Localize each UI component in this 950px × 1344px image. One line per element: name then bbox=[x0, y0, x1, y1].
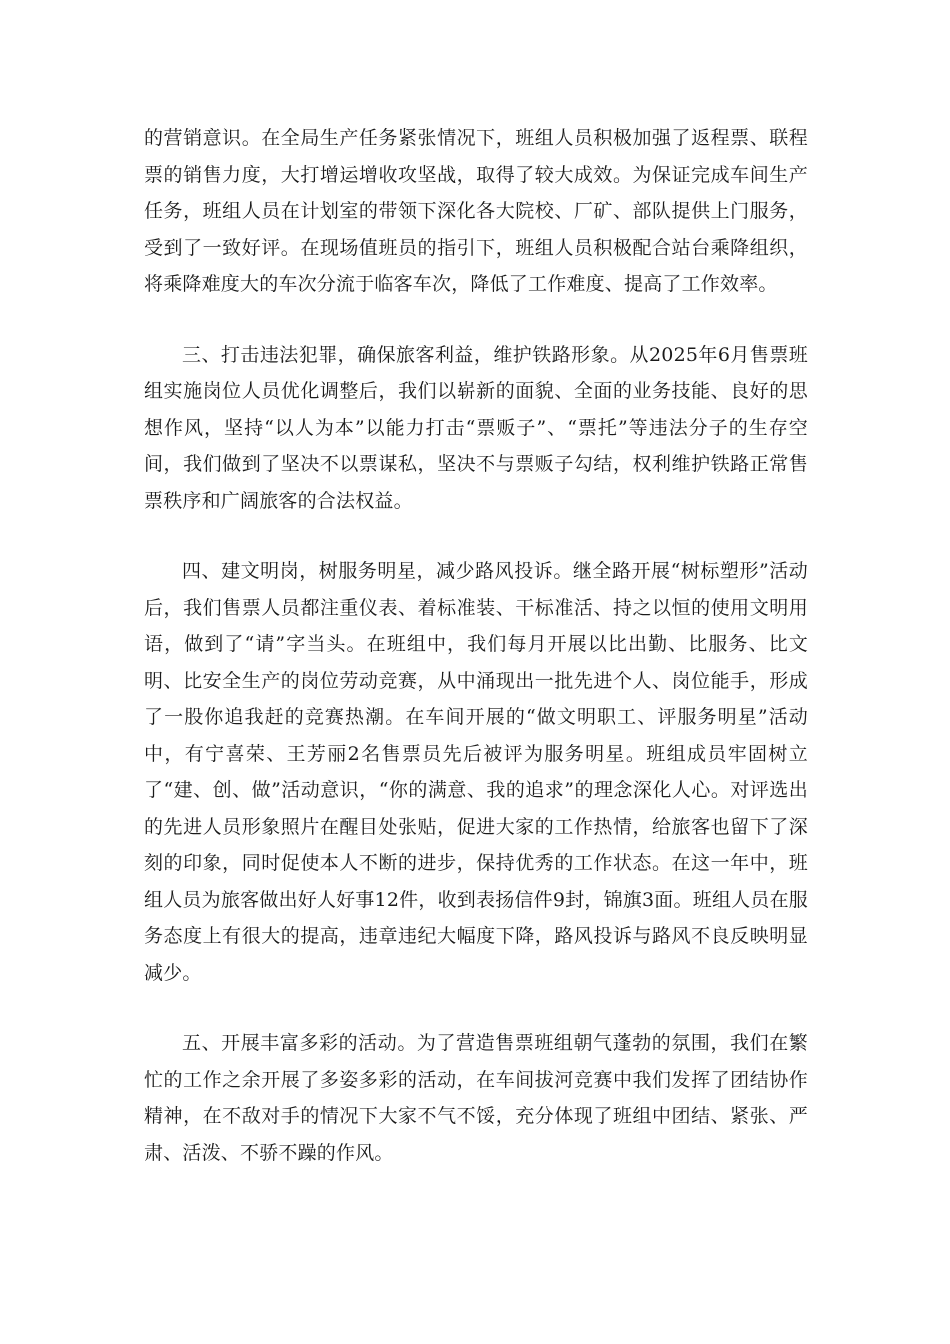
paragraph-section-three: 三、打击违法犯罪，确保旅客利益，维护铁路形象。从2025年6月售票班组实施岗位人员优化调整后，我们以崭新的面貌、全面的业务技能、良好的思想作风，坚持“以人为本”以能力打击“票贩子”、“票托”等违法分子的生存空间，我们做到了坚决不以票谋私，坚决不与票贩子勾结，权利维护铁路正常售票秩序和广阔旅客的合法权益。 bbox=[144, 343, 808, 512]
paragraph-marketing-awareness: 的营销意识。在全局生产任务紧张情况下，班组人员积极加强了返程票、联程票的销售力度，大打增运增收攻坚战，取得了较大成效。为保证完成车间生产任务，班组人员在计划室的带领下深化各大院校、厂矿、部队提供上门服务，受到了一致好评。在现场值班员的指引下，班组人员积极配合站台乘降组织，将乘降难度大的车次分流于临客车次，降低了工作难度、提高了工作效率。 bbox=[144, 127, 808, 295]
document-page bbox=[144, 120, 808, 1171]
paragraph-section-four: 四、建文明岗，树服务明星，减少路风投诉。继全路开展“树标塑形”活动后，我们售票人员都注重仪表、着标准装、干标准活、持之以恒的使用文明用语，做到了“请”字当头。在班组中，我们每月开展以比出勤、比服务、比文明、比安全生产的岗位劳动竞赛，从中涌现出一批先进个人、岗位能手，形成了一股你追我赶的竞赛热潮。在车间开展的“做文明职工、评服务明星”活动中，有宁喜荣、王芳丽2名售票员先后被评为服务明星。班组成员牢固树立了“建、创、做”活动意识，“你的满意、我的追求”的理念深化人心。对评选出的先进人员形象照片在醒目处张贴，促进大家的工作热情，给旅客也留下了深刻的印象，同时促使本人不断的进步，保持优秀的工作状态。在这一年中，班组人员为旅客做出好人好事12件，收到表扬信件9封，锦旗3面。班组人员在服务态度上有很大的提高，违章违纪大幅度下降，路风投诉与路风不良反映明显减少。 bbox=[144, 560, 808, 984]
paragraph-spacer bbox=[144, 303, 808, 337]
paragraph-section-five: 五、开展丰富多彩的活动。为了营造售票班组朝气蓬勃的氛围，我们在繁忙的工作之余开展了多姿多彩的活动，在车间拔河竞赛中我们发挥了团结协作精神，在不敌对手的情况下大家不气不馁，充分体现了班组中团结、紧张、严肃、活泼、不骄不躁的作风。 bbox=[144, 1032, 808, 1164]
paragraph-spacer bbox=[144, 519, 808, 553]
paragraph-spacer bbox=[144, 991, 808, 1025]
